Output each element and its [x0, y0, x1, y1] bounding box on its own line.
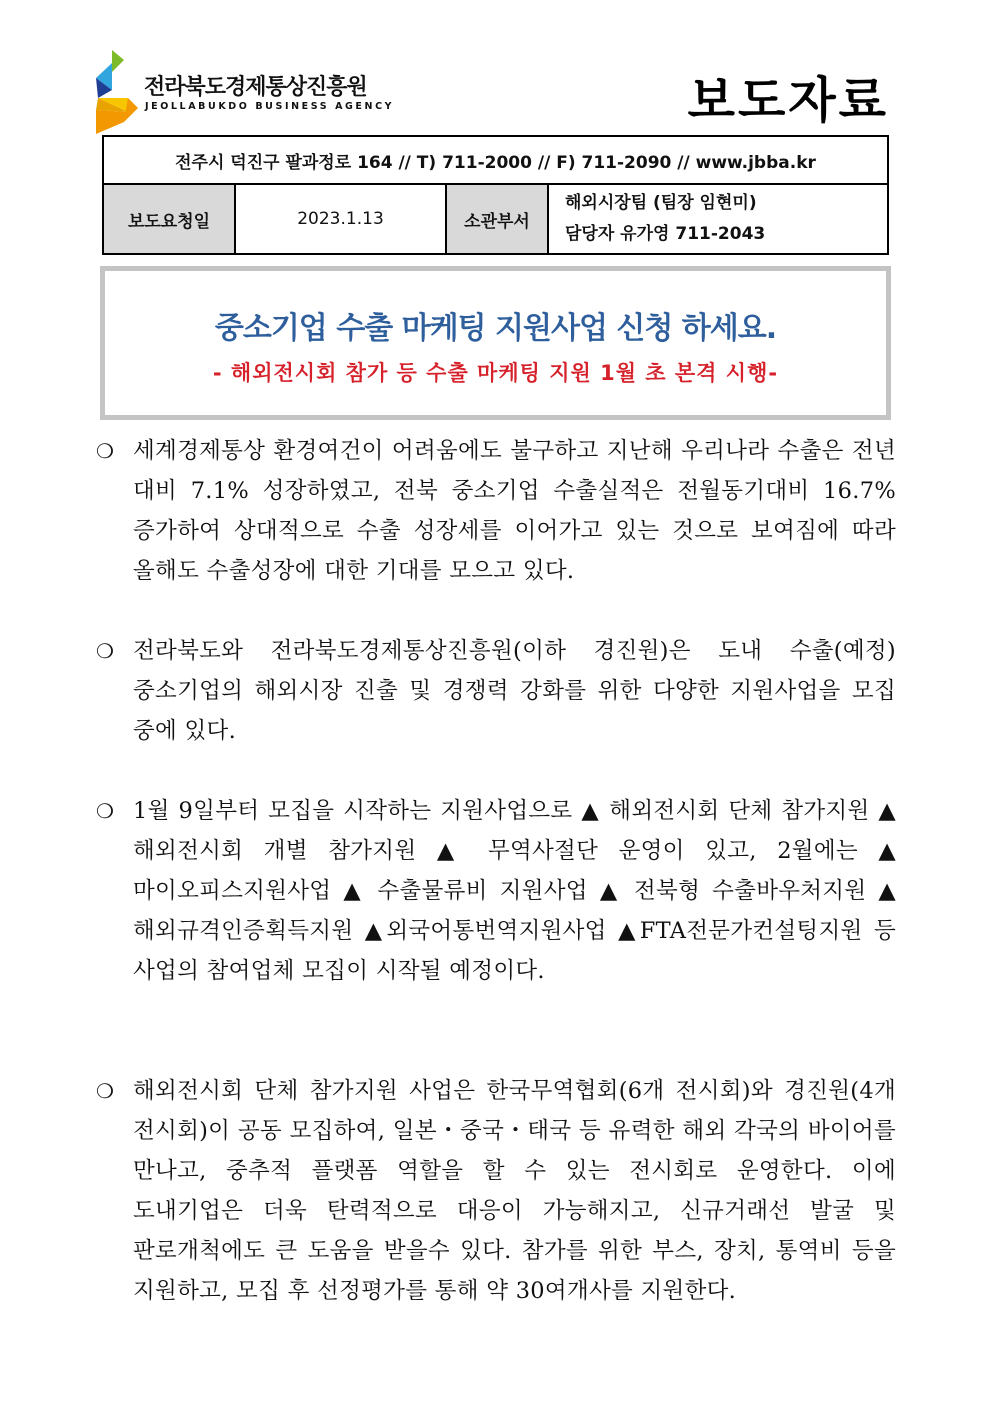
document-type: 보도자료	[687, 72, 889, 129]
dept-team: 해외시장팀 (팀장 임현미)	[565, 193, 757, 213]
request-date: 2023.1.13	[235, 184, 446, 254]
request-date-label: 보도요청일	[103, 184, 235, 254]
org-name-korean: 전라북도경제통상진흥원	[144, 75, 367, 100]
press-info-table	[102, 135, 889, 255]
bullet: ❍	[96, 1079, 114, 1103]
contact-line: 전주시 덕진구 팔과정로 164 // T) 711-2000 // F) 711-2090 // www.jbba.kr	[103, 136, 888, 184]
org-name-english: JEOLLABUKDO BUSINESS AGENCY	[145, 101, 395, 112]
bullet: ❍	[96, 639, 114, 663]
headline: 중소기업 수출 마케팅 지원사업 신청 하세요.	[214, 311, 777, 346]
subheadline: - 해외전시회 참가 등 수출 마케팅 지원 1월 초 본격 시행-	[212, 361, 779, 385]
dept-contact: 담당자 유가영 711-2043	[565, 224, 766, 244]
bullet: ❍	[96, 439, 114, 463]
agency-emblem-icon	[94, 50, 140, 134]
paragraph-2	[96, 631, 896, 751]
dept-label: 소관부서	[446, 184, 548, 254]
logo	[94, 50, 394, 134]
bullet: ❍	[96, 799, 114, 823]
paragraph-text: 세계경제통상 환경여건이 어려움에도 불구하고 지난해 우리나라 수출은 전년 대비 7.1% 성장하였고, 전북 중소기업 수출실적은 전월동기대비 16.7% 증가하여 상대적으로 수출 성장세를 이어가고 있는 것으로 보여짐에 따라 올해도 수출성장에 대한 기대를 모으고 있다.	[133, 438, 896, 584]
paragraph-3	[96, 791, 896, 991]
paragraph-text: 전라북도와 전라북도경제통상진흥원(이하 경진원)은 도내 수출(예정) 중소기업의 해외시장 진출 및 경쟁력 강화를 위한 다양한 지원사업을 모집 중에 있다.	[133, 638, 896, 744]
paragraph-text: 해외전시회 단체 참가지원 사업은 한국무역협회(6개 전시회)와 경진원(4개 전시회)이 공동 모집하여, 일본・중국・태국 등 유력한 해외 각국의 바이어를 만나고, 중추적 플랫폼 역할을 할 수 있는 전시회로 운영한다. 이에 도내기업은 더욱 탄력적으로 대응이 가능해지고, 신규거래선 발굴 및 판로개척에도 큰 도움을 받을수 있다. 참가를 위한 부스, 장치, 통역비 등을 지원하고, 모집 후 선정평가를 통해 약 30여개사를 지원한다.	[133, 1078, 896, 1304]
headline-box	[100, 266, 891, 420]
paragraph-1	[96, 431, 896, 591]
dept-info	[548, 184, 888, 254]
paragraph-text: 1월 9일부터 모집을 시작하는 지원사업으로 ▲ 해외전시회 단체 참가지원 ▲ 해외전시회 개별 참가지원 ▲ 무역사절단 운영이 있고, 2월에는 ▲마이오피스지원사업 ▲ 수출물류비 지원사업 ▲ 전북형 수출바우처지원 ▲해외규격인증획득지원 ▲외국어통번역지원사업 ▲FTA전문가컨설팅지원 등 사업의 참여업체 모집이 시작될 예정이다.	[133, 798, 896, 984]
paragraph-4	[96, 1071, 896, 1311]
